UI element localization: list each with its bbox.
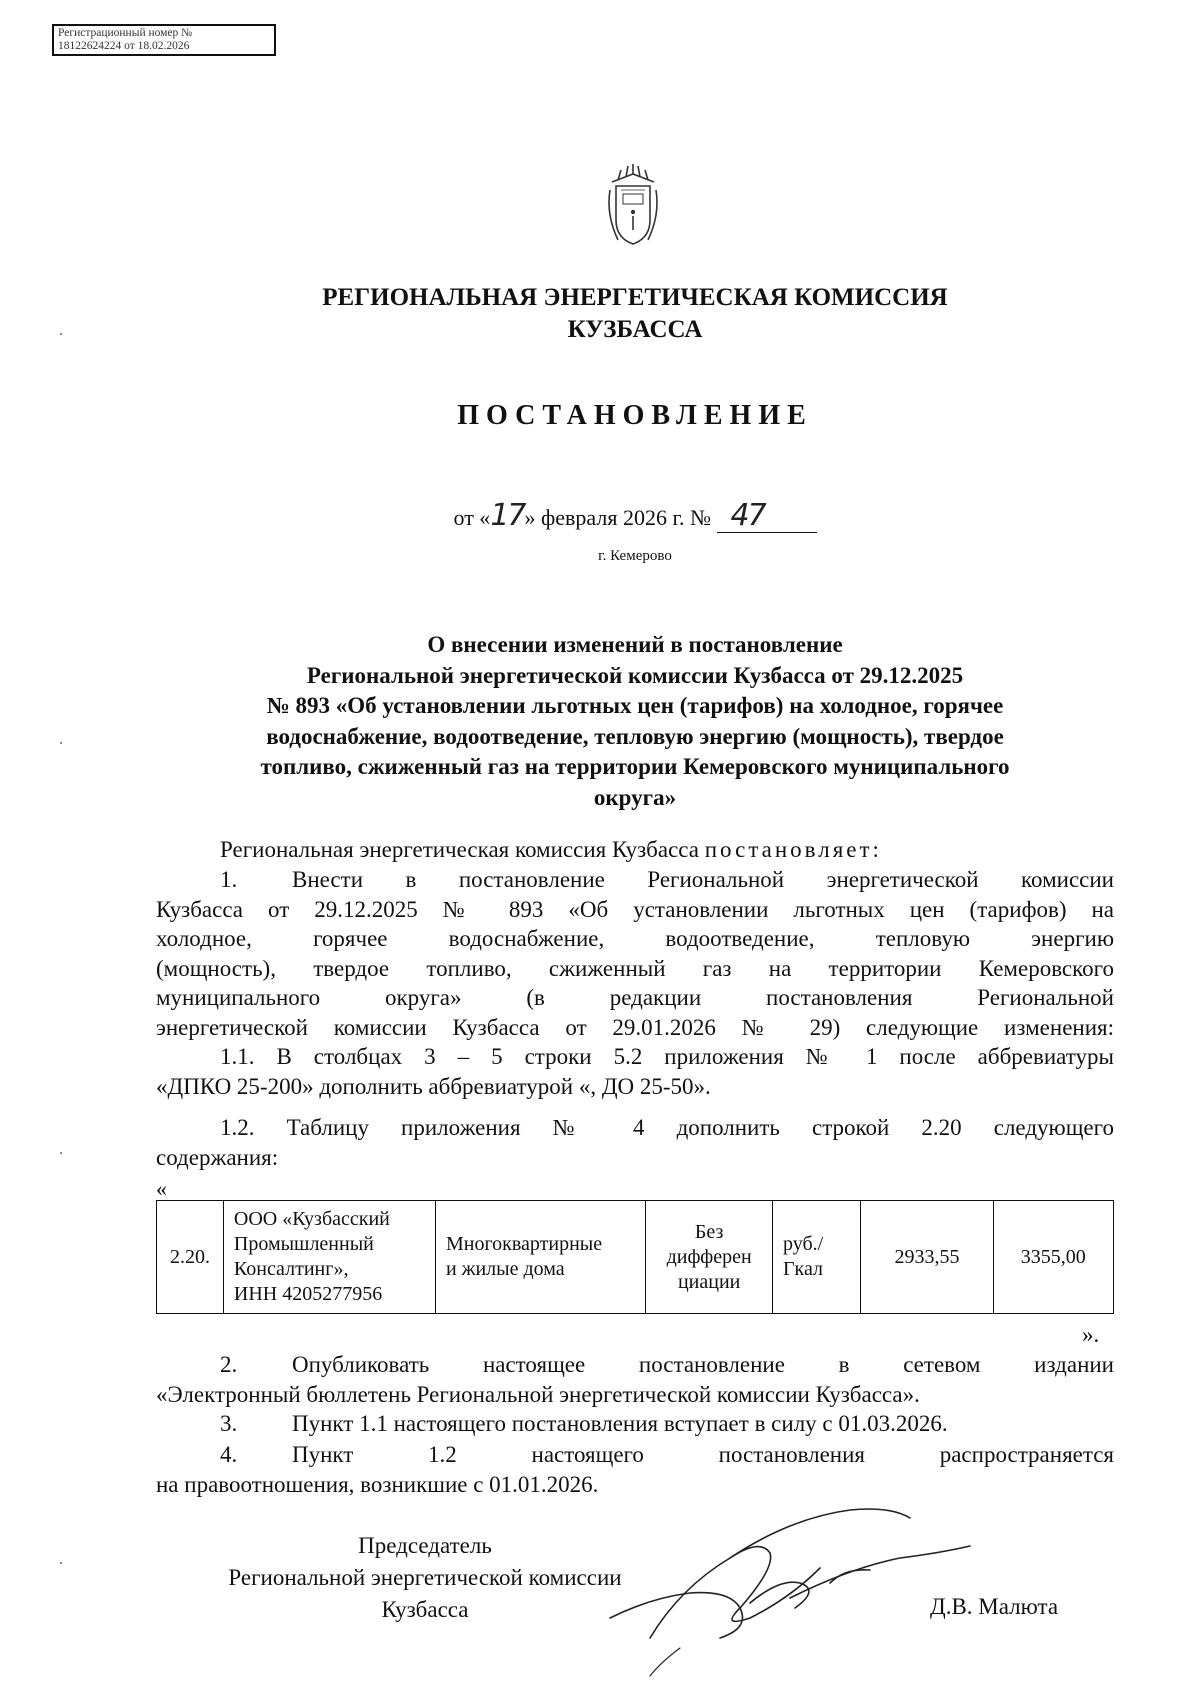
paragraph-line: «Электронный бюллетень Региональной энергетической комиссии Кузбасса». — [156, 1381, 920, 1407]
coat-of-arms-icon — [588, 160, 678, 250]
city: г. Кемерово — [598, 548, 672, 564]
organization-cell: ООО «Кузбасский Промышленный Консалтинг», ИНН 4205277956 — [223, 1201, 435, 1314]
table-quote-close: ». — [1082, 1322, 1100, 1347]
organization-title — [150, 282, 1120, 346]
paragraph-1-1 — [156, 1042, 1114, 1101]
scan-artifact — [60, 1562, 62, 1564]
paragraph-line: холодное, горячее водоснабжение, водоотведение, тепловую энергию — [156, 926, 1114, 951]
signer-name: Д.В. Малюта — [930, 1594, 1059, 1619]
paragraph-line: 1.2. Таблицу приложения № 4 дополнить строкой 2.20 следующего — [220, 1115, 1114, 1140]
document-type: ПОСТАНОВЛЕНИЕ — [457, 400, 813, 431]
signer-line: Председатель — [358, 1533, 492, 1558]
scan-artifact — [60, 742, 62, 744]
registration-stamp — [52, 24, 276, 56]
table-quote-open: « — [156, 1176, 167, 1201]
table-row — [157, 1201, 1114, 1314]
document-number-handwritten: 47 — [730, 498, 765, 533]
paragraph-number: 1. — [220, 867, 238, 892]
paragraph-line: муниципального округа» (в редакции постановления Региональной — [156, 985, 1114, 1010]
date-month-year: » февраля 2026 г. № — [524, 505, 711, 530]
paragraph-4 — [156, 1440, 1114, 1499]
paragraph-1-2 — [156, 1113, 1114, 1172]
signer-line: Региональной энергетической комиссии — [228, 1565, 622, 1590]
subject-line: топливо, сжиженный газ на территории Кемеровского муниципального — [260, 754, 1010, 779]
paragraph-number: 4. — [220, 1442, 238, 1467]
unit-cell: руб./ Гкал — [772, 1201, 861, 1314]
subject-line: О внесении изменений в постановление — [427, 632, 843, 657]
differentiation-cell: Без дифферен циации — [646, 1201, 773, 1314]
registration-number: 18122624224 от 18.02.2026 — [58, 40, 190, 52]
org-line-2: КУЗБАССА — [567, 316, 703, 343]
subject-line: округа» — [593, 784, 677, 810]
handwritten-signature-icon — [590, 1498, 990, 1678]
paragraph-1 — [156, 865, 1114, 1042]
document-subject — [150, 630, 1120, 813]
paragraph-line: Кузбасса от 29.12.2025 № 893 «Об установлении льготных цен (тарифов) на — [156, 896, 1114, 922]
paragraph-line: (мощность), твердое топливо, сжиженный газ на территории Кемеровского — [156, 955, 1114, 981]
paragraph-number: 3. — [220, 1411, 238, 1436]
paragraph-line: энергетической комиссии Кузбасса от 29.01.2026 № 29) следующие изменения: — [156, 1014, 1114, 1040]
paragraph-line: 2. Опубликовать настоящее постановление в сетевом издании — [156, 1350, 1114, 1380]
scan-artifact — [60, 333, 62, 335]
paragraph-line: «ДПКО 25-200» дополнить аббревиатурой «, ДО 25-50». — [156, 1073, 711, 1099]
preamble-line — [156, 835, 1114, 865]
paragraph-3 — [156, 1409, 1114, 1439]
tariff-value-1: 2933,55 — [861, 1201, 993, 1314]
tariff-value-2: 3355,00 — [993, 1201, 1113, 1314]
paragraph-line: на правоотношения, возникшие с 01.01.2026. — [156, 1471, 599, 1497]
paragraph-line: 1. Внести в постановление Региональной энергетической комиссии — [156, 865, 1114, 895]
paragraph-line: содержания: — [156, 1144, 279, 1170]
preamble-text: Региональная энергетическая комиссия Кузбасса — [220, 837, 699, 862]
subject-line: № 893 «Об установлении льготных цен (тарифов) на холодное, горячее — [266, 693, 1004, 718]
paragraph-line: 1.1. В столбцах 3 – 5 строки 5.2 приложения № 1 после аббревиатуры — [220, 1044, 1114, 1069]
preamble-verb: постановляет: — [704, 837, 882, 862]
consumer-category-cell: Многоквартирные и жилые дома — [435, 1201, 645, 1314]
paragraph-line: 4. Пункт 1.2 настоящего постановления распространяется — [156, 1440, 1114, 1470]
registration-label: Регистрационный номер № — [58, 27, 193, 39]
preamble — [156, 835, 1114, 865]
date-day-handwritten: 17 — [490, 498, 525, 533]
scan-artifact — [60, 1152, 62, 1154]
date-line — [300, 498, 970, 533]
paragraph-line: 3. Пункт 1.1 настоящего постановления вступает в силу с 01.03.2026. — [156, 1409, 1114, 1439]
document-number-field — [717, 498, 817, 533]
org-line-1: РЕГИОНАЛЬНАЯ ЭНЕРГЕТИЧЕСКАЯ КОМИССИЯ — [322, 284, 948, 311]
subject-line: водоснабжение, водоотведение, тепловую энергию (мощность), твердое — [266, 723, 1004, 749]
date-prefix: от « — [453, 505, 491, 530]
subject-line: Региональной энергетической комиссии Кузбасса от 29.12.2025 — [306, 662, 964, 688]
signer-line: Кузбасса — [381, 1597, 469, 1622]
paragraph-number: 2. — [220, 1352, 238, 1377]
paragraph-2 — [156, 1350, 1114, 1409]
tariff-table — [156, 1200, 1114, 1314]
row-number: 2.20. — [157, 1201, 224, 1314]
